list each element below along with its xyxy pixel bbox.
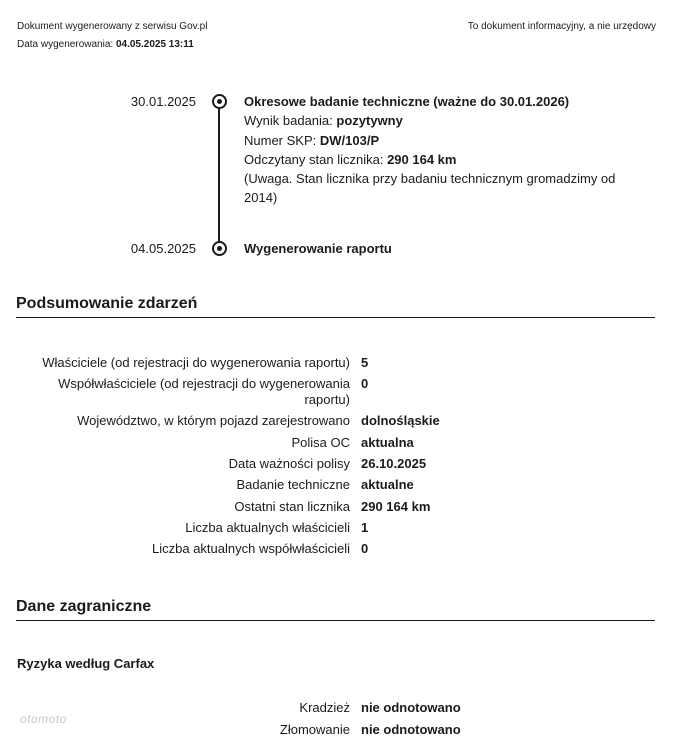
carfax-label: Złomowanie bbox=[279, 722, 350, 737]
summary-value: 5 bbox=[361, 355, 369, 370]
section-divider bbox=[16, 317, 655, 318]
section-divider bbox=[16, 620, 655, 621]
event-note: (Uwaga. Stan licznika przy badaniu technicznym gromadzimy od 2014) bbox=[244, 171, 616, 206]
timeline-date: 04.05.2025 bbox=[130, 241, 196, 256]
summary-value: aktualne bbox=[361, 477, 414, 492]
summary-value: aktualna bbox=[361, 435, 414, 450]
timeline-date: 30.01.2025 bbox=[130, 94, 196, 109]
watermark: otomoto bbox=[20, 712, 67, 726]
event-odometer: Odczytany stan licznika: 290 164 km bbox=[244, 151, 457, 167]
timeline-event bbox=[244, 92, 634, 208]
summary-label: Polisa OC bbox=[291, 435, 350, 450]
summary-value: 0 bbox=[361, 541, 369, 556]
summary-label: Współwłaściciele (od rejestracji do wygenerowania raportu) bbox=[58, 376, 350, 407]
event-timeline bbox=[0, 90, 693, 270]
document-header-left bbox=[17, 18, 207, 54]
timeline-line bbox=[218, 101, 220, 248]
summary-value: 290 164 km bbox=[361, 499, 431, 514]
generated-date-value: 04.05.2025 13:11 bbox=[115, 39, 194, 50]
summary-label: Liczba aktualnych właścicieli bbox=[185, 520, 350, 535]
carfax-title: Ryzyka według Carfax bbox=[17, 656, 155, 671]
summary-value: 0 bbox=[361, 376, 369, 391]
summary-label: Badanie techniczne bbox=[236, 477, 350, 492]
generated-date: Data wygenerowania: 04.05.2025 13:11 bbox=[17, 39, 194, 50]
summary-label: Liczba aktualnych współwłaścicieli bbox=[152, 541, 350, 556]
source-text: Dokument wygenerowany z serwisu Gov.pl bbox=[17, 21, 208, 32]
summary-value: dolnośląskie bbox=[361, 413, 440, 428]
section-title-summary: Podsumowanie zdarzeń bbox=[16, 295, 198, 312]
disclaimer: To dokument informacyjny, a nie urzędowy bbox=[467, 21, 656, 32]
timeline-marker-icon bbox=[212, 94, 227, 109]
event-title: Wygenerowanie raportu bbox=[244, 241, 392, 256]
carfax-value: nie odnotowano bbox=[361, 722, 461, 737]
carfax-value: nie odnotowano bbox=[361, 700, 461, 715]
summary-label: Województwo, w którym pojazd zarejestrowano bbox=[77, 413, 350, 428]
section-title-foreign: Dane zagraniczne bbox=[16, 598, 152, 615]
summary-label: Data ważności polisy bbox=[228, 456, 350, 471]
event-skp: Numer SKP: DW/103/P bbox=[244, 132, 380, 148]
timeline-event bbox=[244, 239, 634, 258]
summary-label: Właściciele (od rejestracji do wygenerowania raportu) bbox=[42, 355, 350, 370]
event-result: Wynik badania: pozytywny bbox=[244, 113, 403, 129]
carfax-label: Kradzież bbox=[299, 700, 350, 715]
summary-value: 1 bbox=[361, 520, 369, 535]
timeline-marker-icon bbox=[212, 241, 227, 256]
summary-value: 26.10.2025 bbox=[361, 456, 427, 471]
summary-label: Ostatni stan licznika bbox=[234, 499, 350, 514]
event-title: Okresowe badanie techniczne (ważne do 30.01.2026) bbox=[244, 94, 570, 109]
